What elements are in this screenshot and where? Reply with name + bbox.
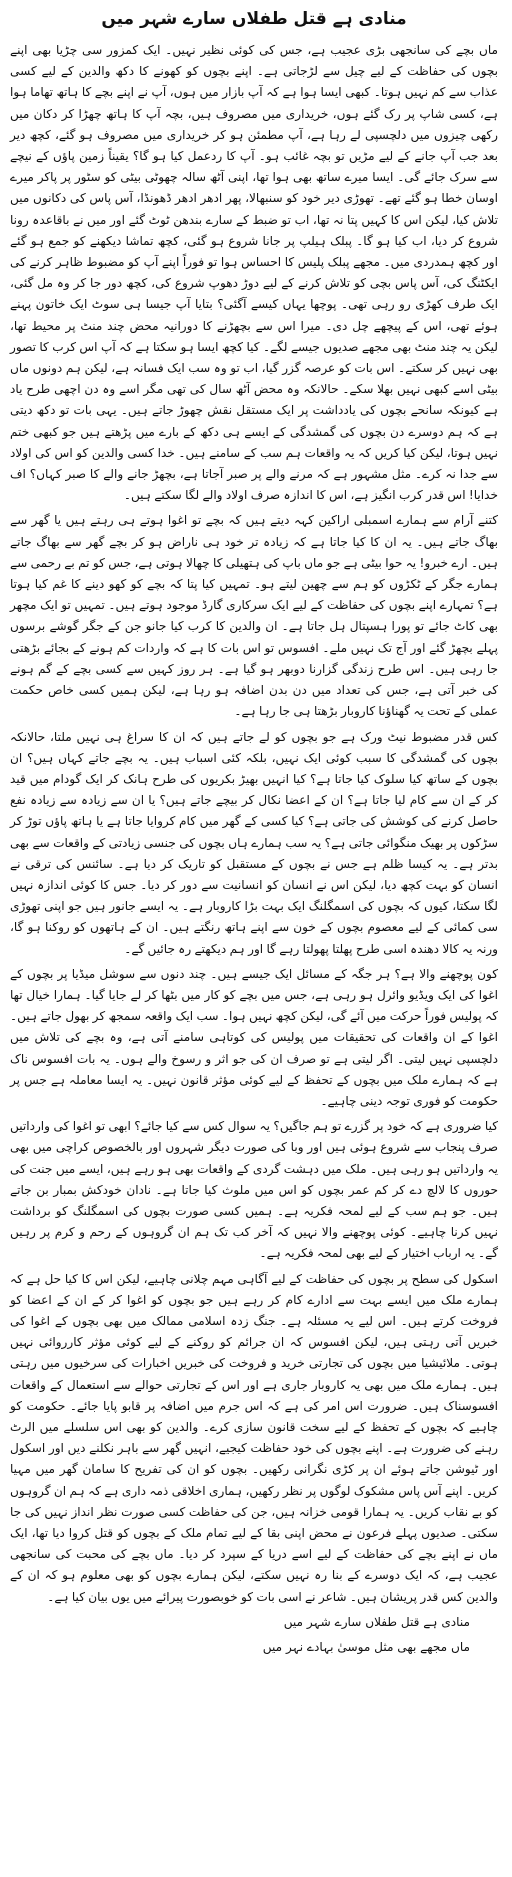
verse-line-1: منادی ہے قتل طفلاں سارے شہر میں (283, 1614, 470, 1629)
article-paragraph-6: اسکول کی سطح پر بچوں کی حفاظت کے لیے آگاہی مہم چلانی چاہیے، لیکن اس کا کیا حل ہے کہ ہمارے ملک میں ایسے بہت سے ادارے کام کر رہے ہیں جو بچوں کو اغوا کر کے ان کے اعضا کو فروخت کرتے ہیں۔ اس لیے یہ مسئلہ ہے۔ جنگ زدہ اسلامی ممالک میں بھی بچوں کے اغوا کی خبریں آتی رہتی ہیں، لیکن افسوس کہ ان جرائم کو روکنے کے لیے کوئی مؤثر کارروائی نہیں ہوتی۔ ملائیشیا میں بچوں کی تجارتی خرید و فروخت کی خبریں اخبارات کی سرخیوں میں رہتی ہیں۔ ہمارے ملک میں بھی یہ کاروبار جاری ہے اور اس کے تجارتی حوالے سے استعمال کے واقعات افسوسناک ہیں۔ ضرورت اس امر کی ہے کہ اس جرم میں اضافہ پر قابو پایا جائے۔ حکومت کو چاہیے کہ بچوں کے تحفظ کے لیے سخت قانون سازی کرے۔ والدین کو بھی اس سلسلے میں الرٹ رہنے کی ضرورت ہے۔ اپنے بچوں کی خود حفاظت کیجیے، انہیں گھر سے باہر نکلنے دیں اور اسکول اور ٹیوشن جاتے ہوئے ان پر کڑی نگرانی رکھیں۔ بچوں کو ان کی تفریح کا سامان گھر میں مہیا کریں۔ اپنے آس پاس مشکوک لوگوں پر نظر رکھیں، ہماری اخلاقی ذمہ داری ہے کہ ہم ان گروہوں کو بے نقاب کریں۔ یہ ہمارا قومی خزانہ ہیں، جن کی حفاظت کسی صورت نظر انداز نہیں کی جا سکتی۔ صدیوں پہلے فرعون نے محض اپنی بقا کے لیے تمام ملک کے بچوں کو قتل کروا دیا تھا، ایک ماں نے اپنے بچے کی حفاظت کے لیے اسے دریا کے سپرد کر دیا۔ ماں بچے کی محبت کی سانجھی عجیب ہے، کہ ایک دوسرے کے بنا رہ نہیں سکتے، لیکن ہمارے بچوں کو بھی معلوم ہو کہ ان کے والدین کس قدر پریشان ہیں۔ شاعر نے اسی بات کو خوبصورت پیرائے میں یوں بیان کیا ہے۔ (10, 1271, 498, 1604)
article-paragraph-4: کون پوچھنے والا ہے؟ ہر جگہ کے مسائل ایک جیسے ہیں۔ چند دنوں سے سوشل میڈیا پر بچوں کے اغوا کی ایک ویڈیو وائرل ہو رہی ہے، جس میں بچے کو کار میں بٹھا کر لے جایا گیا۔ ہمارا خیال تھا کہ پولیس فوراً حرکت میں آئے گی، لیکن کچھ نہیں ہوا۔ سب ایک واقعہ سمجھ کر بھول جاتے ہیں۔ اغوا کے ان واقعات کی تحقیقات میں پولیس کی کوتاہی سامنے آتی ہے، وہ بچے کی تلاش میں دلچسپی نہیں لیتی۔ اگر لیتی ہے تو صرف ان کی جو اثر و رسوخ والے ہوں۔ یہ بات افسوس ناک ہے کہ ہمارے ملک میں بچوں کے تحفظ کے لیے کوئی مؤثر قانون نہیں۔ یہ ایسا معاملہ ہے جس پر حکومت کو فوری توجہ دینی چاہیے۔ (10, 966, 498, 1108)
article-paragraph-5: کیا ضروری ہے کہ خود پر گزرے تو ہم جاگیں؟ یہ سوال کس سے کیا جائے؟ ابھی تو اغوا کی وارداتیں صرف پنجاب سے شروع ہوئی ہیں اور وبا کی صورت دیگر شہروں اور بالخصوص کراچی میں بھی یہ وارداتیں ہو رہی ہیں۔ ملک میں دہشت گردی کے واقعات بھی ہو رہے ہیں، ایسے میں جنت کی حوروں کا لالچ دے کر کم عمر بچوں کو اس میں ملوث کیا جاتا ہے۔ نادان خودکش بمبار بن جاتے ہیں۔ جو ہم سب کے لیے لمحہ فکریہ ہے۔ ہمیں کسی صورت بچوں کی اسمگلنگ کو برداشت نہیں کرنا چاہیے۔ کوئی پوچھنے والا نہیں کہ آخر کب تک ہم ان گروہوں کے رحم و کرم پر رہیں گے۔ یہ ارباب اختیار کے لیے بھی لمحہ فکریہ ہے۔ (10, 1119, 498, 1261)
article-paragraph-3: کس قدر مضبوط نیٹ ورک ہے جو بچوں کو لے جاتے ہیں کہ ان کا سراغ ہی نہیں ملتا، حالانکہ بچوں کی گمشدگی کا سبب کوئی ایک نہیں، بلکہ کئی اسباب ہیں۔ یہ بچے جاتے کہاں ہیں؟ ان بچوں کے ساتھ کیا سلوک کیا جاتا ہے؟ کیا انہیں بھیڑ بکریوں کی طرح ہانک کر ایک گودام میں قید کر کے ان سے کام لیا جاتا ہے؟ ان کے اعضا نکال کر بیچے جاتے ہیں؟ یا ان سے زیادہ سے زیادہ نفع حاصل کرنے کی کوشش کی جاتی ہے؟ کیا کسی کے گھر میں کام کروایا جاتا ہے یا ہاتھ پاؤں توڑ کر سڑکوں پر بھیک منگوائی جاتی ہے؟ یہ سب ہمارے ہاں بچوں کی جنسی زیادتی کے واقعات سے بھی بدتر ہے۔ یہ کیسا ظلم ہے جس نے بچوں کے مستقبل کو تاریک کر دیا ہے۔ سائنس کی ترقی نے انسان کو بہت کچھ دیا، لیکن اس نے انسان کو انسانیت سے دور کر دیا۔ جس کا کوئی اندازہ نہیں لگا سکتا، کیوں کہ بچوں کی اسمگلنگ ایک بہت بڑا کاروبار ہے۔ یہ ایسے جانور ہیں جو اپنی تھوڑی سی کمائی کے لیے معصوم بچوں کے خون سے اپنے ہاتھ رنگتے ہیں۔ ان کے ہاتھوں کو روکنا ہو گا، ورنہ یہ کالا دھندہ اسی طرح پھلتا پھولتا رہے گا اور ہم دیکھتے رہ جائیں گے۔ (10, 729, 498, 956)
article-headline: منادی ہے قتل طفلاں سارے شہر میں (101, 9, 407, 29)
article-paragraph-1: ماں بچے کی سانجھی بڑی عجیب ہے، جس کی کوئی نظیر نہیں۔ ایک کمزور سی چڑیا بھی اپنے بچوں کی حفاظت کے لیے چیل سے لڑجاتی ہے۔ اپنے بچوں کو کھونے کا دکھ والدین کے لیے کسی عذاب سے کم نہیں ہوتا۔ کبھی ایسا ہوا ہے کہ آپ بازار میں ہوں، آپ نے اپنے بچے کا ہاتھ تھاما ہوا ہے، کسی شاپ پر رک گئے ہوں، خریداری میں مصروف ہیں، بچہ آپ کا ہاتھ چھڑا کر دکان میں رکھی چیزوں میں دلچسپی لے رہا ہے، آپ مطمئن ہو کر خریداری میں مصروف ہو گئے، کچھ دیر بعد جب آپ جانے کے لیے مڑیں تو بچہ غائب ہو۔ آپ کا ردعمل کیا ہو گا؟ یقیناً زمین پاؤں کے نیچے سے سرک جائے گی۔ ایسا میرے ساتھ بھی ہوا تھا، اپنی آٹھ سالہ چھوٹی بیٹی کو سٹور پر پاکر میرے اوسان خطا ہو گئے تھے۔ تھوڑی دیر خود کو سنبھالا، پھر ادھر ادھر ڈھونڈا، آس پاس کی دکانوں میں تلاش کیا، لیکن اس کا کہیں پتا نہ تھا، اب تو ضبط کے سارے بندھن ٹوٹ گئے اور میں نے باقاعدہ رونا شروع کر دیا، اب کیا ہو گا۔ پبلک ہیلپ پر جانا شروع ہو گئی، کچھ تماشا دیکھنے کو جمع ہو گئے اور کچھ ہمدردی میں۔ مجھے پبلک پلیس کا احساس ہوا تو فوراً اپنے آپ کو مضبوط ظاہر کرنے کی ایکٹنگ کی، آس پاس بچی کو تلاش کرنے کے لیے دوڑ دھوپ شروع کی، کچھ دور جا کر وہ مل گئی، ایک طرف کھڑی رو رہی تھی۔ پوچھا یہاں کیسے آگئی؟ بتایا آپ جیسا ہی سوٹ ایک خاتون پہنے ہوئے تھی، اس کے پیچھے چل دی۔ میرا اس سے بچھڑنے کا دورانیہ محض چند منٹ پر محیط تھا، لیکن یہ چند منٹ بھی مجھے صدیوں جیسے لگے۔ کیا کچھ ایسا ہو سکتا ہے کہ آپ اس کرب کا تصور بھی نہیں کر سکتے۔ اس بات کو عرصہ گزر گیا، اب تو وہ سب ایک فسانہ ہے، لیکن ہم دونوں ماں بیٹی اسے کبھی نہیں بھلا سکے۔ حالانکہ وہ محض آٹھ سال کی تھی مگر اسے وہ دن اچھی طرح یاد ہے کیونکہ سانحے بچوں کی یادداشت پر ایک مستقل نقش چھوڑ جاتے ہیں۔ یہی بات تو دکھ دیتی ہے کہ ہم دوسرے دن بچوں کی گمشدگی کے ایسے ہی دکھ کے بارے میں پڑھتے ہیں جو کبھی ختم نہیں ہوتا، لیکن کیا کریں کہ یہ واقعات ہم سب کے سامنے ہیں۔ خدا کسی والدین کو اس کی اولاد سے جدا نہ کرے۔ مثل مشہور ہے کہ مرنے والے پر صبر آجاتا ہے، بچھڑ جانے والے کا صبر کہاں؟ اف خدایا! اس قدر کرب انگیز ہے، اس کا اندازہ صرف اولاد والے لگا سکتے ہیں۔ (10, 43, 498, 503)
verse-line-2: ماں مجھے بھی مثل موسیٰ بہادے نہر میں (262, 1640, 470, 1655)
article-paragraph-2: کتنے آرام سے ہمارے اسمبلی اراکین کہہ دیتے ہیں کہ بچے تو اغوا ہوتے ہی رہتے ہیں یا گھر سے بھاگ جاتے ہیں۔ یہ ان کا کیا جاتا ہے کہ زیادہ تر خود ہی ناراض ہو کر بچے گھر سے بھاگ جاتے ہیں۔ ارے خبرو! یہ حوا بیٹی ہے جو ماں باپ کی ہتھیلی کا چھالا ہوتی ہے، جس کو تم بے رحمی سے ہمارے جگر کے ٹکڑوں کو ہم سے چھین لیتے ہو۔ تمہیں کیا پتا کہ بچے کو کھو دینے کا غم کیا ہوتا ہے؟ تمہارے اپنے بچوں کی حفاظت کے لیے ایک سرکاری گارڈ موجود ہوتے ہیں۔ تمہیں تو ایک مچھر بھی کاٹ جائے تو پورا ہسپتال ہل جاتا ہے۔ ان والدین کا کرب کیا جانو جن کے جگر گوشے برسوں پہلے بچھڑ گئے اور آج تک نہیں ملے۔ افسوس تو اس بات کا ہے کہ واردات کم ہونے کے بجائے بڑھتی جا رہی ہیں۔ اس طرح زندگی گزارنا دوبھر ہو گیا ہے۔ ہر روز کہیں سے کسی بچے کے گم ہونے کی خبر آتی ہے، جس کی تعداد میں دن بدن اضافہ ہو رہا ہے، لیکن ہمیں کسی خاص حکمت عملی کے تحت یہ گھناؤنا کاروبار بڑھتا ہی جا رہا ہے۔ (10, 513, 498, 719)
